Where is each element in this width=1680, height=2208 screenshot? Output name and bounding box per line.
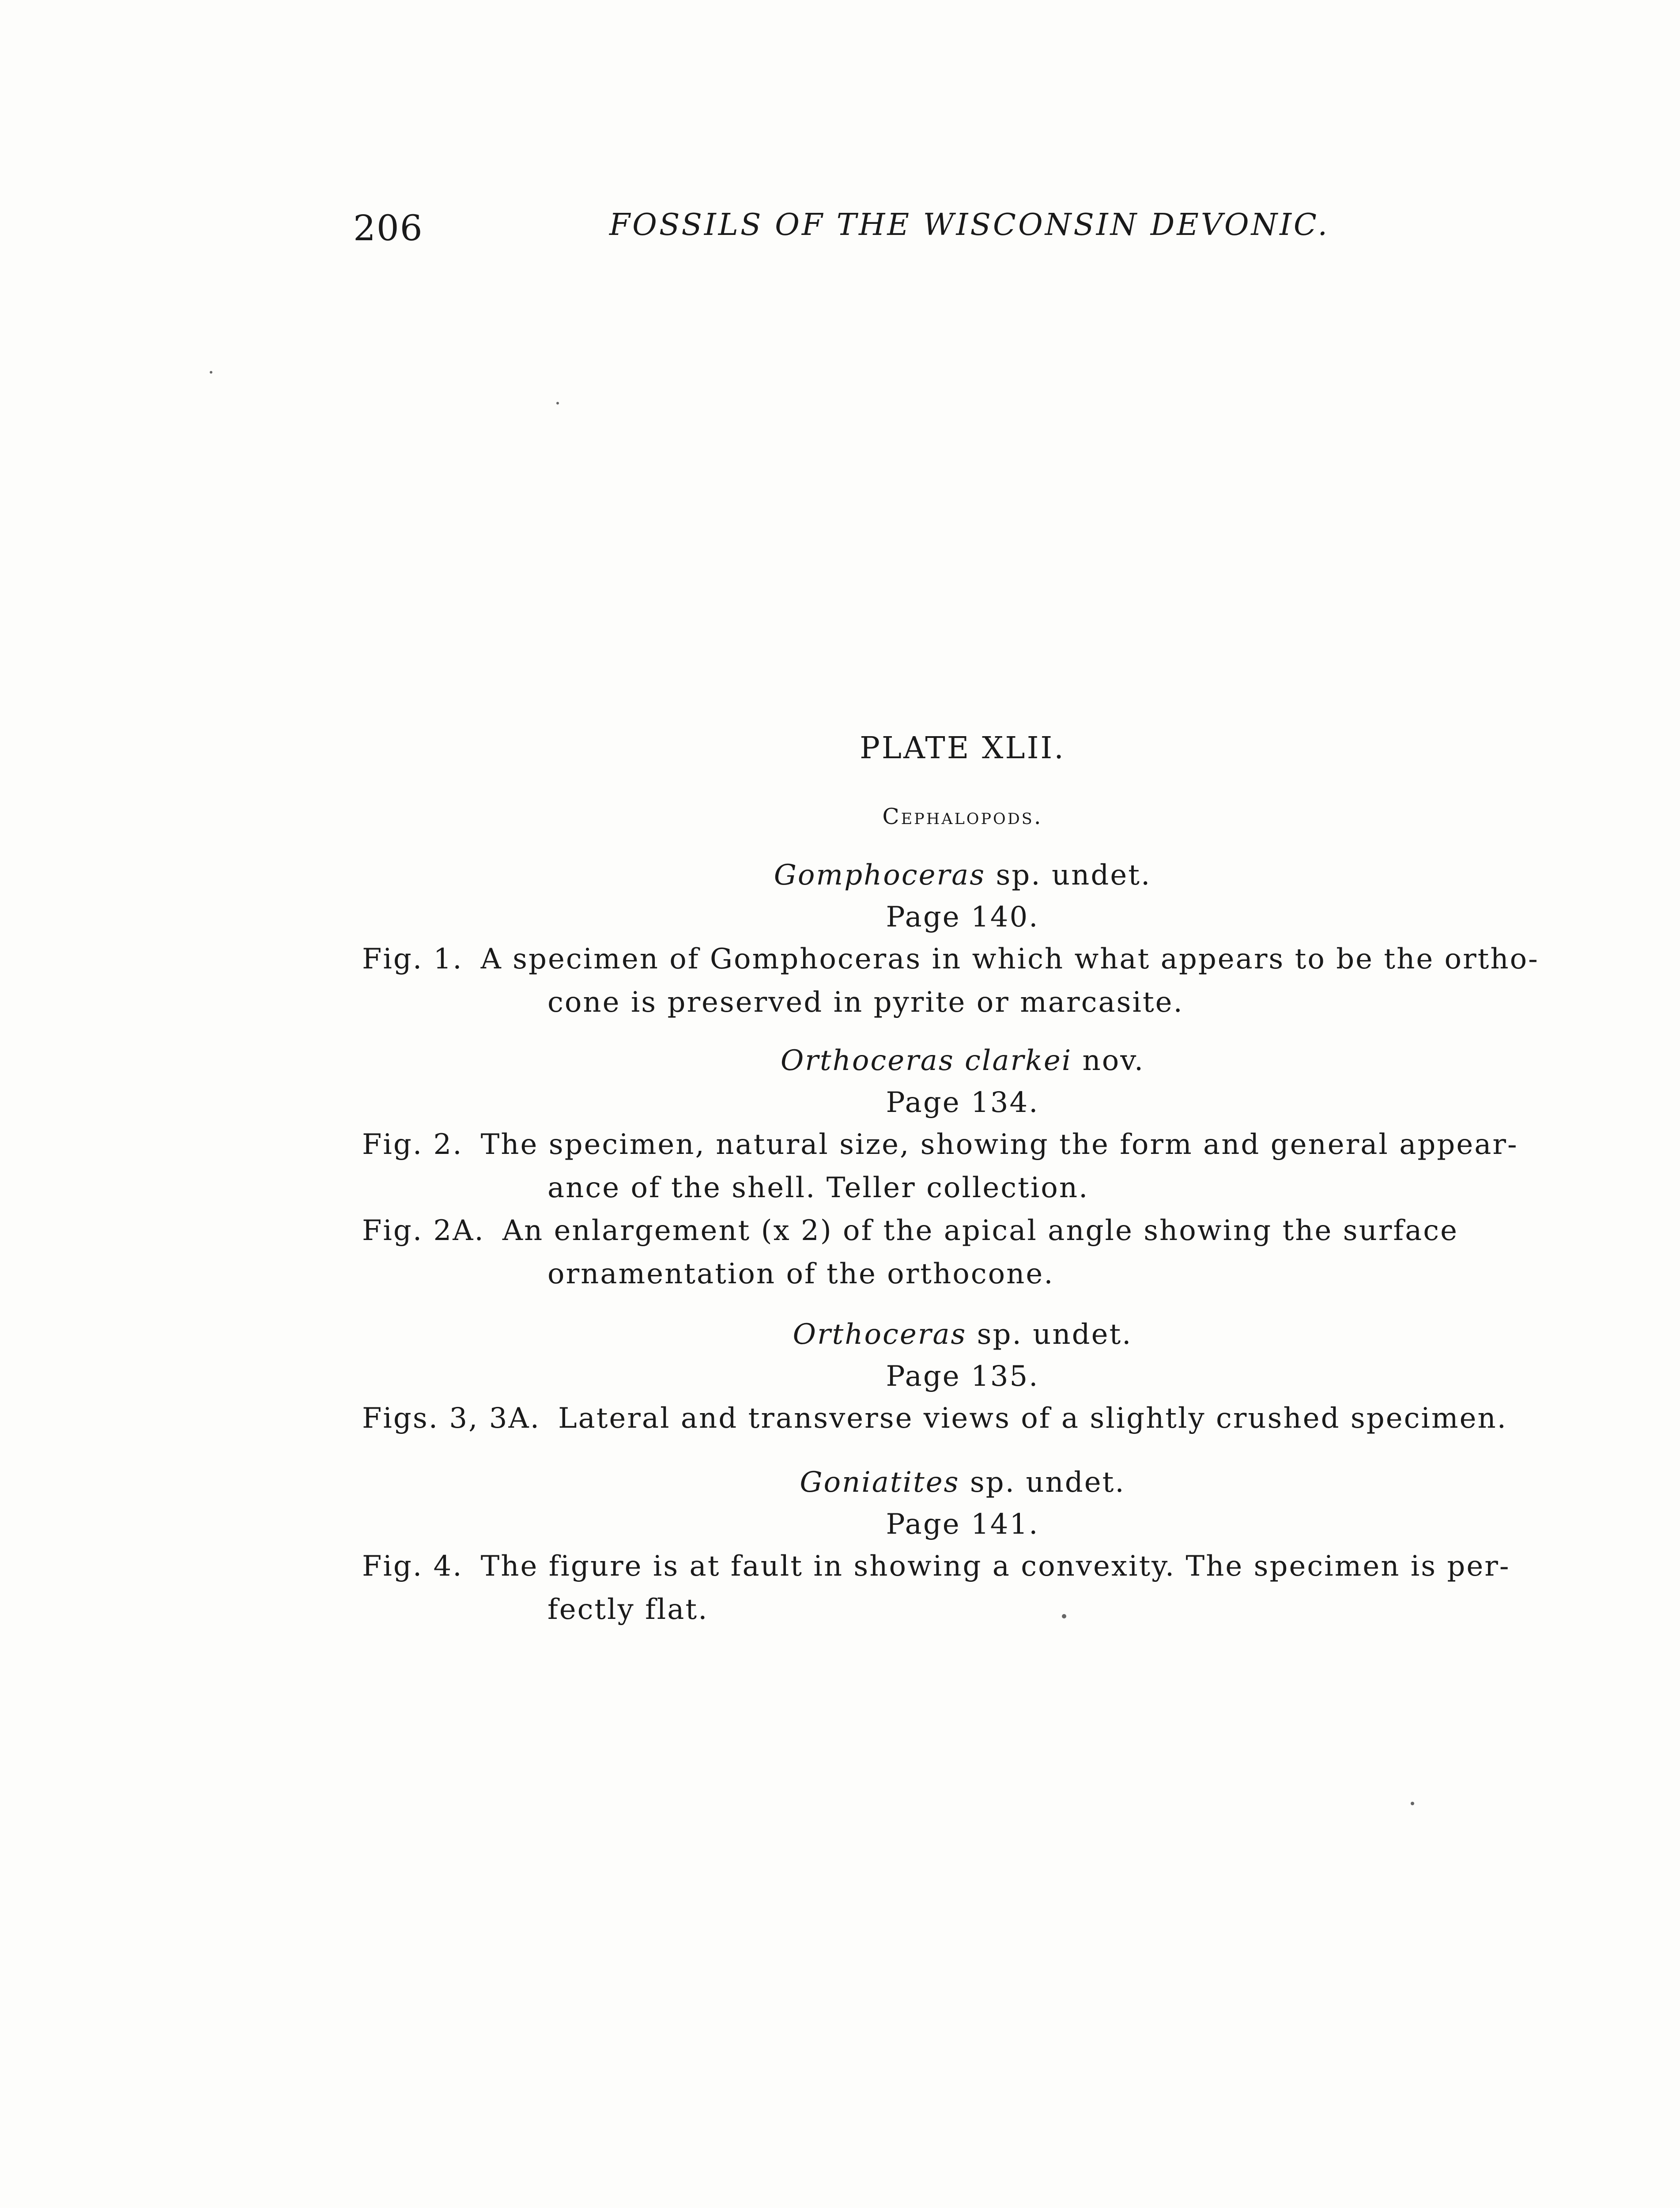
species-qualifier: nov. <box>1072 1044 1145 1077</box>
page-reference: Page 135. <box>886 1360 1039 1393</box>
page-number: 206 <box>353 208 423 249</box>
species-heading <box>742 1044 1183 1077</box>
running-title: FOSSILS OF THE WISCONSIN DEVONIC. <box>609 208 1330 242</box>
page-reference: Page 140. <box>886 901 1039 934</box>
page-reference: Page 141. <box>886 1508 1039 1541</box>
species-heading <box>742 859 1183 892</box>
caption-line: A specimen of Gomphoceras in which what appears to be the ortho- <box>480 943 1539 975</box>
page-reference: Page 134. <box>886 1086 1039 1119</box>
caption-continuation: ance of the shell. Teller collection. <box>547 1172 1089 1204</box>
scan-speck <box>210 371 212 374</box>
caption-continuation: ornamentation of the orthocone. <box>547 1258 1054 1290</box>
figure-label: Fig. 2A. <box>362 1214 485 1247</box>
scan-speck <box>556 402 559 405</box>
caption-line: Lateral and transverse views of a slightly crushed specimen. <box>558 1402 1507 1435</box>
species-qualifier: sp. undet. <box>985 859 1151 892</box>
species-genus: Gomphoceras <box>774 859 986 892</box>
caption-line: The figure is at fault in showing a convexity. The specimen is per- <box>480 1550 1510 1583</box>
plate-subtitle: Cephalopods. <box>882 804 1043 829</box>
scan-speck <box>1411 1802 1414 1805</box>
figure-label: Fig. 4. <box>362 1550 463 1583</box>
figure-label: Fig. 1. <box>362 943 463 975</box>
scan-speck <box>1062 1614 1066 1618</box>
figure-label: Figs. 3, 3A. <box>362 1402 541 1435</box>
species-genus: Goniatites <box>800 1466 960 1499</box>
caption-continuation: fectly flat. <box>547 1593 709 1626</box>
species-genus: Orthoceras clarkei <box>780 1044 1072 1077</box>
species-heading <box>742 1466 1183 1499</box>
species-heading <box>742 1318 1183 1351</box>
species-qualifier: sp. undet. <box>966 1318 1133 1351</box>
caption-continuation: cone is preserved in pyrite or marcasite. <box>547 986 1184 1019</box>
species-qualifier: sp. undet. <box>959 1466 1125 1499</box>
figure-label: Fig. 2. <box>362 1128 463 1161</box>
page-header <box>353 208 1545 261</box>
plate-title: PLATE XLII. <box>860 731 1065 766</box>
caption-line: The specimen, natural size, showing the form and general appear- <box>480 1128 1518 1161</box>
species-genus: Orthoceras <box>793 1318 967 1351</box>
caption-line: An enlargement (x 2) of the apical angle showing the surface <box>502 1214 1458 1247</box>
